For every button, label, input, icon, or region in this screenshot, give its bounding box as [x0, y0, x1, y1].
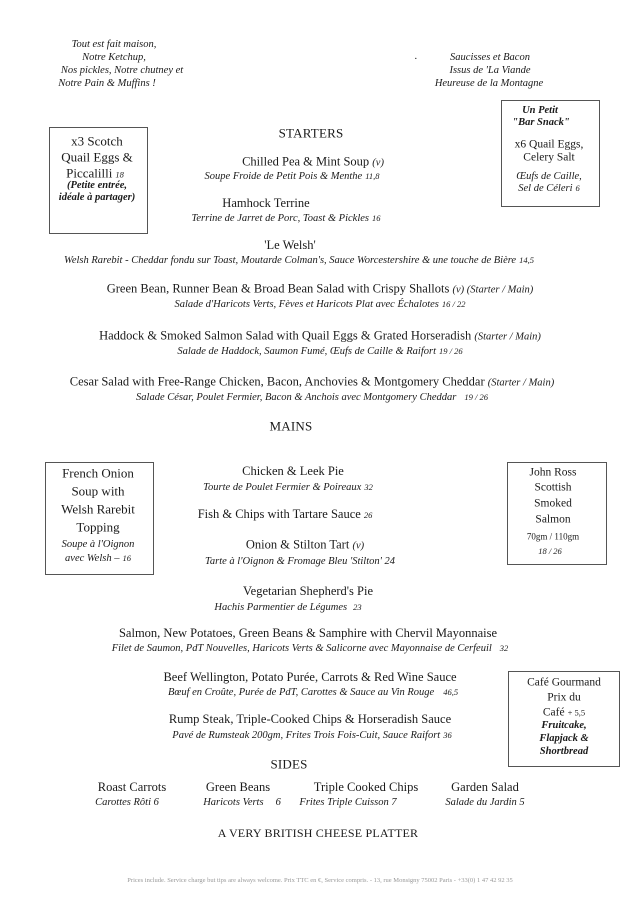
dish-fr-text: Tourte de Poulet Fermier & Poireaux — [203, 481, 362, 493]
dish-fr — [112, 644, 509, 655]
dish-fr — [177, 347, 462, 358]
price: 16 — [372, 212, 381, 223]
dish-fr-text: Tarte à l'Oignon & Fromage Bleu 'Stilton' — [205, 555, 382, 567]
dish-fr-text: Welsh Rarebit - Cheddar fondu sur Toast, Moutarde Colman's, Sauce Worcestershire & une touche de Bière — [64, 254, 517, 266]
dish-fr — [214, 603, 361, 614]
side-name: Roast Carrots — [97, 779, 167, 794]
dish-fr — [64, 256, 534, 267]
box-line-text: Piccalilli — [66, 165, 113, 181]
box-line: Prix du — [547, 691, 581, 704]
box-line: Celery Salt — [523, 151, 575, 164]
salmon-weights: 70gm / 110gm — [526, 531, 580, 542]
dish-name: Salmon, New Potatoes, Green Beans & Samphire with Chervil Mayonnaise — [118, 625, 498, 640]
dish-name: Vegetarian Shepherd's Pie — [243, 583, 373, 598]
footer-note: Prices include. Service charge but tips are always welcome. Prix TTC en €, Service compris. - 13, rue Monsigny 75002 Paris - +33(0) 1 47 42 92 35 — [127, 876, 513, 884]
intro-note: Nos pickles, Notre chutney et — [60, 64, 184, 76]
price: 18 — [115, 169, 124, 180]
dish-name — [242, 155, 384, 169]
box-title: Un Petit — [522, 104, 558, 116]
dish-fr — [136, 393, 488, 404]
box-line: John Ross — [529, 466, 577, 479]
price: 19 / 26 — [439, 345, 463, 356]
box-line-text: Café — [542, 706, 565, 719]
box-line — [543, 707, 585, 719]
price: 6 — [275, 796, 281, 808]
dish-fr-text: Salade César, Poulet Fermier, Bacon & Anchois avec Montgomery Cheddar — [136, 391, 457, 403]
box-line: Quail Eggs & — [61, 149, 133, 165]
dish-name: Beef Wellington, Potato Purée, Carrots & Red Wine Sauce — [163, 669, 457, 684]
box-title: "Bar Snack" — [512, 116, 570, 128]
dish-tag: (Starter / Main) — [487, 377, 555, 389]
intro-dot: . — [414, 50, 418, 62]
side-fr-text: Frites Triple Cuisson — [299, 796, 389, 808]
dish-fr — [174, 300, 465, 311]
dish-tag: (v) (Starter / Main) — [452, 284, 534, 296]
box-item: Flapjack & — [539, 732, 589, 744]
side-fr-text: Salade du Jardin — [445, 796, 517, 808]
side-fr-text: Carottes Rôti — [95, 796, 152, 808]
dish-name — [107, 282, 534, 296]
price: 6 — [153, 796, 159, 808]
side-fr — [203, 798, 281, 809]
price: 6 — [575, 182, 580, 193]
box-note: (Petite entrée, — [66, 179, 128, 191]
side-fr — [445, 798, 524, 809]
dish-name-text: Chilled Pea & Mint Soup — [242, 154, 370, 169]
box-item: Fruitcake, — [541, 719, 587, 731]
dish-name-text: Haddock & Smoked Salmon Salad with Quail Eggs & Grated Horseradish — [99, 328, 472, 343]
dish-fr-text: Salade d'Haricots Verts, Fèves et Haricots Plat avec Échalotes — [174, 298, 439, 310]
price: 19 / 26 — [464, 391, 488, 402]
price: 26 — [363, 509, 373, 520]
dish-fr-text: Hachis Parmentier de Légumes — [214, 601, 348, 613]
price: 7 — [391, 796, 397, 808]
dish-fr-text: Pavé de Rumsteak 200gm, Frites Trois Fois-Cuit, Sauce Raifort — [172, 729, 441, 741]
box-line: Smoked — [534, 497, 572, 510]
box-line: x6 Quail Eggs, — [514, 138, 584, 151]
box-line — [66, 167, 124, 180]
price: 18 / 26 — [538, 545, 562, 556]
side-fr — [95, 798, 159, 809]
dish-tag: (v) — [372, 157, 384, 169]
intro-note: Saucisses et Bacon — [450, 51, 530, 63]
starters-heading: STARTERS — [278, 125, 344, 141]
box-fr-text: Sel de Céleri — [518, 182, 573, 194]
side-name: Triple Cooked Chips — [313, 779, 419, 794]
box-fr: Soupe à l'Oignon — [61, 538, 135, 550]
dish-fr — [205, 172, 380, 183]
price: 16 / 22 — [441, 298, 466, 309]
dish-name — [246, 538, 364, 552]
dish-name: Hamhock Terrine — [222, 195, 310, 210]
dish-name: Chicken & Leek Pie — [242, 463, 344, 478]
price: 46,5 — [443, 686, 459, 697]
dish-name-text: Onion & Stilton Tart — [245, 537, 350, 552]
box-fr-text: avec Welsh – — [65, 552, 120, 564]
dish-fr — [203, 483, 373, 494]
side-fr-text: Haricots Verts — [203, 796, 264, 808]
box-line: Salmon — [535, 513, 571, 526]
dish-fr — [205, 557, 395, 568]
intro-note: Heureuse de la Montagne — [434, 77, 544, 89]
dish-fr-text: Filet de Saumon, PdT Nouvelles, Haricots Verts & Salicorne avec Mayonnaise de Cerfeuil — [111, 642, 492, 654]
price: 5 — [519, 796, 525, 808]
dish-name — [198, 508, 373, 521]
price: 14,5 — [519, 254, 534, 265]
cheese-platter-heading: A VERY BRITISH CHEESE PLATTER — [217, 826, 419, 840]
price: 11,8 — [365, 170, 380, 181]
dish-name-text: Green Bean, Runner Bean & Broad Bean Salad with Crispy Shallots — [106, 281, 450, 296]
dish-fr-text: Terrine de Jarret de Porc, Toast & Pickles — [191, 212, 370, 224]
dish-fr — [168, 688, 458, 699]
box-fr — [65, 554, 131, 565]
mains-heading: MAINS — [269, 418, 313, 434]
box-line: x3 Scotch — [71, 133, 123, 149]
dish-fr-text: Bœuf en Croûte, Purée de PdT, Carottes & Sauce au Vin Rouge — [167, 686, 435, 698]
dish-name — [70, 375, 554, 389]
price: 23 — [353, 601, 362, 612]
price: 32 — [499, 642, 509, 653]
side-name: Garden Salad — [451, 779, 519, 794]
box-line: Topping — [76, 519, 120, 535]
intro-note: Tout est fait maison, — [71, 38, 157, 50]
box-item: Shortbread — [539, 745, 589, 757]
box-fr — [518, 184, 579, 195]
price: 32 — [364, 481, 373, 492]
dish-fr-text: Salade de Haddock, Saumon Fumé, Œufs de Caille & Raifort — [177, 345, 437, 357]
dish-name: Rump Steak, Triple-Cooked Chips & Horseradish Sauce — [168, 711, 452, 726]
price: 24 — [384, 555, 395, 567]
box-fr: Œufs de Caille, — [516, 170, 582, 182]
price: 16 — [122, 552, 131, 563]
side-name: Green Beans — [205, 779, 271, 794]
box-line: French Onion — [62, 465, 134, 481]
sides-heading: SIDES — [270, 756, 308, 772]
box-note: idéale à partager) — [58, 191, 136, 203]
dish-fr — [191, 214, 380, 225]
dish-name-text: Fish & Chips with Tartare Sauce — [197, 506, 361, 521]
intro-note: Issus de 'La Viande — [449, 64, 531, 76]
intro-note: Notre Pain & Muffins ! — [58, 77, 156, 89]
side-fr — [299, 798, 396, 809]
price: 36 — [443, 729, 452, 740]
dish-fr — [172, 731, 451, 742]
price: + 5,5 — [567, 707, 586, 718]
dish-name-text: Cesar Salad with Free-Range Chicken, Bacon, Anchovies & Montgomery Cheddar — [69, 374, 485, 389]
box-line: Café Gourmand — [527, 676, 601, 689]
dish-tag: (v) — [352, 540, 365, 552]
dish-tag: (Starter / Main) — [474, 331, 541, 343]
box-line: Soup with — [71, 483, 125, 499]
dish-fr-text: Soupe Froide de Petit Pois & Menthe — [204, 170, 363, 182]
box-line: Scottish — [534, 481, 572, 494]
dish-name: 'Le Welsh' — [264, 237, 316, 252]
dish-name — [99, 329, 541, 343]
box-line: Welsh Rarebit — [61, 501, 135, 517]
intro-note: Notre Ketchup, — [82, 51, 146, 63]
